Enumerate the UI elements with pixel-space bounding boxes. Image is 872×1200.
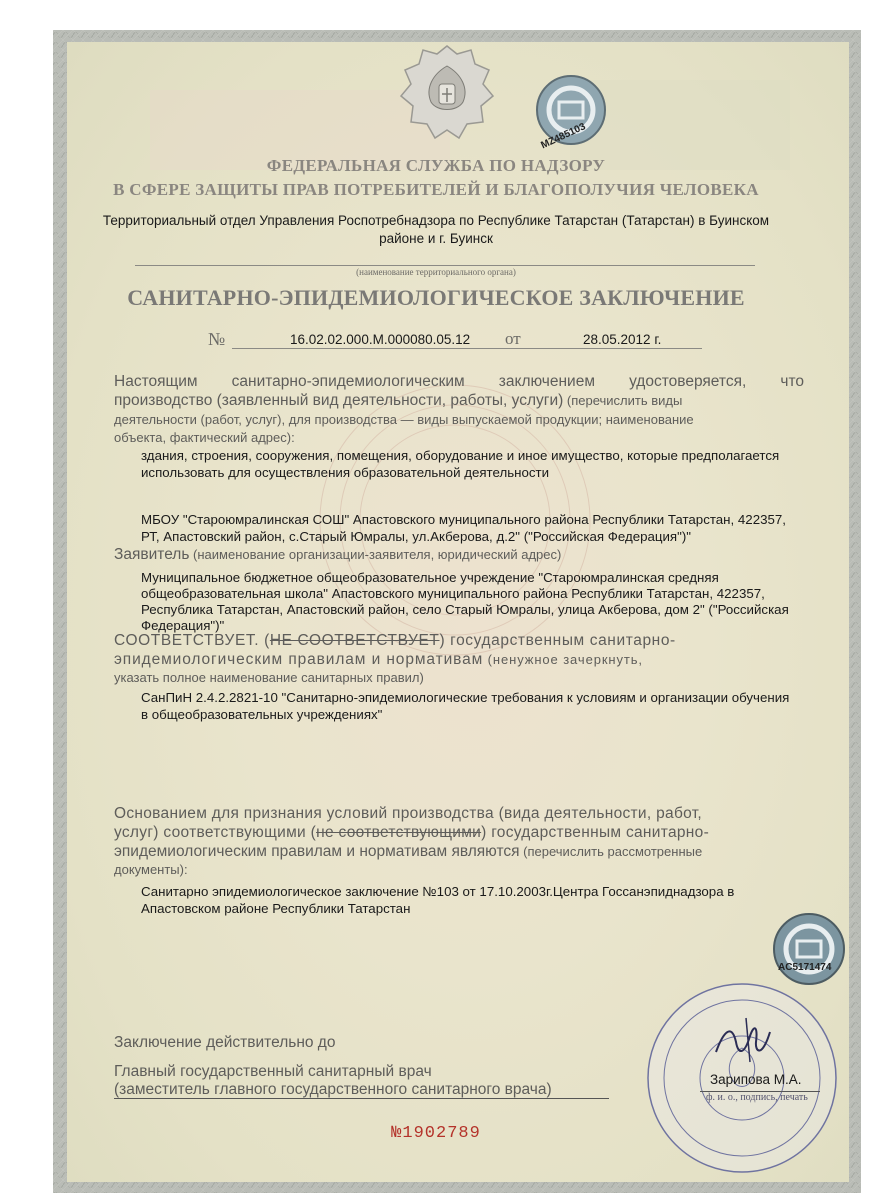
serial-number: №1902789: [391, 1124, 481, 1143]
basis-line-4: документы):: [114, 862, 188, 877]
conform-line-2: эпидемиологическим правилам и нормативам (ненужное зачеркнуть,: [114, 651, 643, 668]
certificate-date: 28.05.2012 г.: [583, 332, 662, 347]
chief-line-2: (заместитель главного государственного санитарного врача): [114, 1081, 552, 1098]
applicant-label: Заявитель (наименование организации-заявителя, юридический адрес): [114, 546, 562, 563]
signatory-name: Зарипова М.А.: [710, 1072, 802, 1087]
authority-underline: [135, 265, 755, 266]
basis-line-1: Основанием для признания условий производства (вида деятельности, работ,: [114, 805, 702, 822]
valid-until-label: Заключение действительно до: [114, 1034, 336, 1051]
number-label: №: [208, 329, 226, 349]
basis-line-3: эпидемиологическим правилам и нормативам являются (перечислить рассмотренные: [114, 843, 703, 860]
address-line-1: МБОУ "Староюмралинская СОШ" Апастовского муниципального района Республики Татарстан, 422357,: [141, 512, 786, 527]
number-underline: [232, 348, 702, 349]
header-line-2: В СФЕРЕ ЗАЩИТЫ ПРАВ ПОТРЕБИТЕЛЕЙ И БЛАГОПОЛУЧИЯ ЧЕЛОВЕКА: [113, 180, 759, 199]
state-emblem-icon: [397, 44, 497, 144]
certifies-line-1: Настоящим санитарно-эпидемиологическим заключением удостоверяется, что: [114, 373, 804, 390]
applicant-line-2: общеобразовательная школа" Апастовского муниципального района Республики Татарстан, 422357,: [141, 586, 765, 601]
certificate-number: 16.02.02.000.М.000080.05.12: [290, 332, 471, 347]
document-title: САНИТАРНО-ЭПИДЕМИОЛОГИЧЕСКОЕ ЗАКЛЮЧЕНИЕ: [127, 285, 745, 310]
certifies-line-4: объекта, фактический адрес):: [114, 430, 295, 445]
signature-icon: [710, 1012, 780, 1072]
applicant-line-4: Федерация")": [141, 618, 225, 633]
from-label: от: [505, 329, 521, 348]
chief-line-1: Главный государственный санитарный врач: [114, 1063, 432, 1080]
applicant-line-1: Муниципальное бюджетное общеобразовательное учреждение "Староюмралинская средняя: [141, 570, 719, 585]
hologram-bottom-icon: [770, 910, 848, 988]
sanpin-line-2: в общеобразовательных учреждениях": [141, 707, 383, 722]
sanpin-line-1: СанПиН 2.4.2.2821-10 "Санитарно-эпидемиологические требования к условиям и организации обучения: [141, 690, 790, 705]
certifies-line-3: деятельности (работ, услуг), для производства — виды выпускаемой продукции; наименование: [114, 412, 694, 427]
applicant-line-3: Республика Татарстан, Апастовский район, село Старый Юмралы, улица Акберова, дом 2" ("Российская: [141, 602, 789, 617]
chief-underline: [114, 1098, 609, 1099]
conform-line-1: СООТВЕТСТВУЕТ. (НЕ СООТВЕТСТВУЕТ) государственным санитарно-: [114, 632, 676, 649]
authority-line-1: Территориальный отдел Управления Роспотребнадзора по Республике Татарстан (Татарстан) в Буинском: [102, 213, 770, 228]
basis-line-2: услуг) соответствующими (не соответствующими) государственным санитарно-: [114, 824, 710, 841]
hologram-bottom-code: AC5171474: [778, 962, 832, 973]
authority-line-2: районе и г. Буинск: [379, 231, 493, 246]
header-line-1: ФЕДЕРАЛЬНАЯ СЛУЖБА ПО НАДЗОРУ: [266, 156, 606, 175]
object-line-2: использовать для осуществления образовательной деятельности: [141, 465, 550, 480]
hologram-top-code: MZ485103: [539, 121, 588, 152]
basis-value-line-2: Апастовском районе Республики Татарстан: [141, 901, 411, 916]
object-line-1: здания, строения, сооружения, помещения, оборудование и иное имущество, которые предполагается: [141, 448, 780, 463]
certifies-line-2: производство (заявленный вид деятельности, работы, услуги) (перечислить виды: [114, 392, 683, 409]
address-line-2: РТ, Апастовский район, с.Старый Юмралы, ул.Акберова, д.2" ("Российская Федерация")": [141, 529, 692, 544]
signatory-caption: ф. и. о., подпись, печать: [706, 1092, 808, 1103]
basis-value-line-1: Санитарно эпидемиологическое заключение №103 от 17.10.2003г.Центра Госсанэпиднадзора в: [141, 884, 735, 899]
authority-caption: (наименование территориального органа): [356, 267, 516, 277]
conform-line-3: указать полное наименование санитарных правил): [114, 670, 424, 685]
